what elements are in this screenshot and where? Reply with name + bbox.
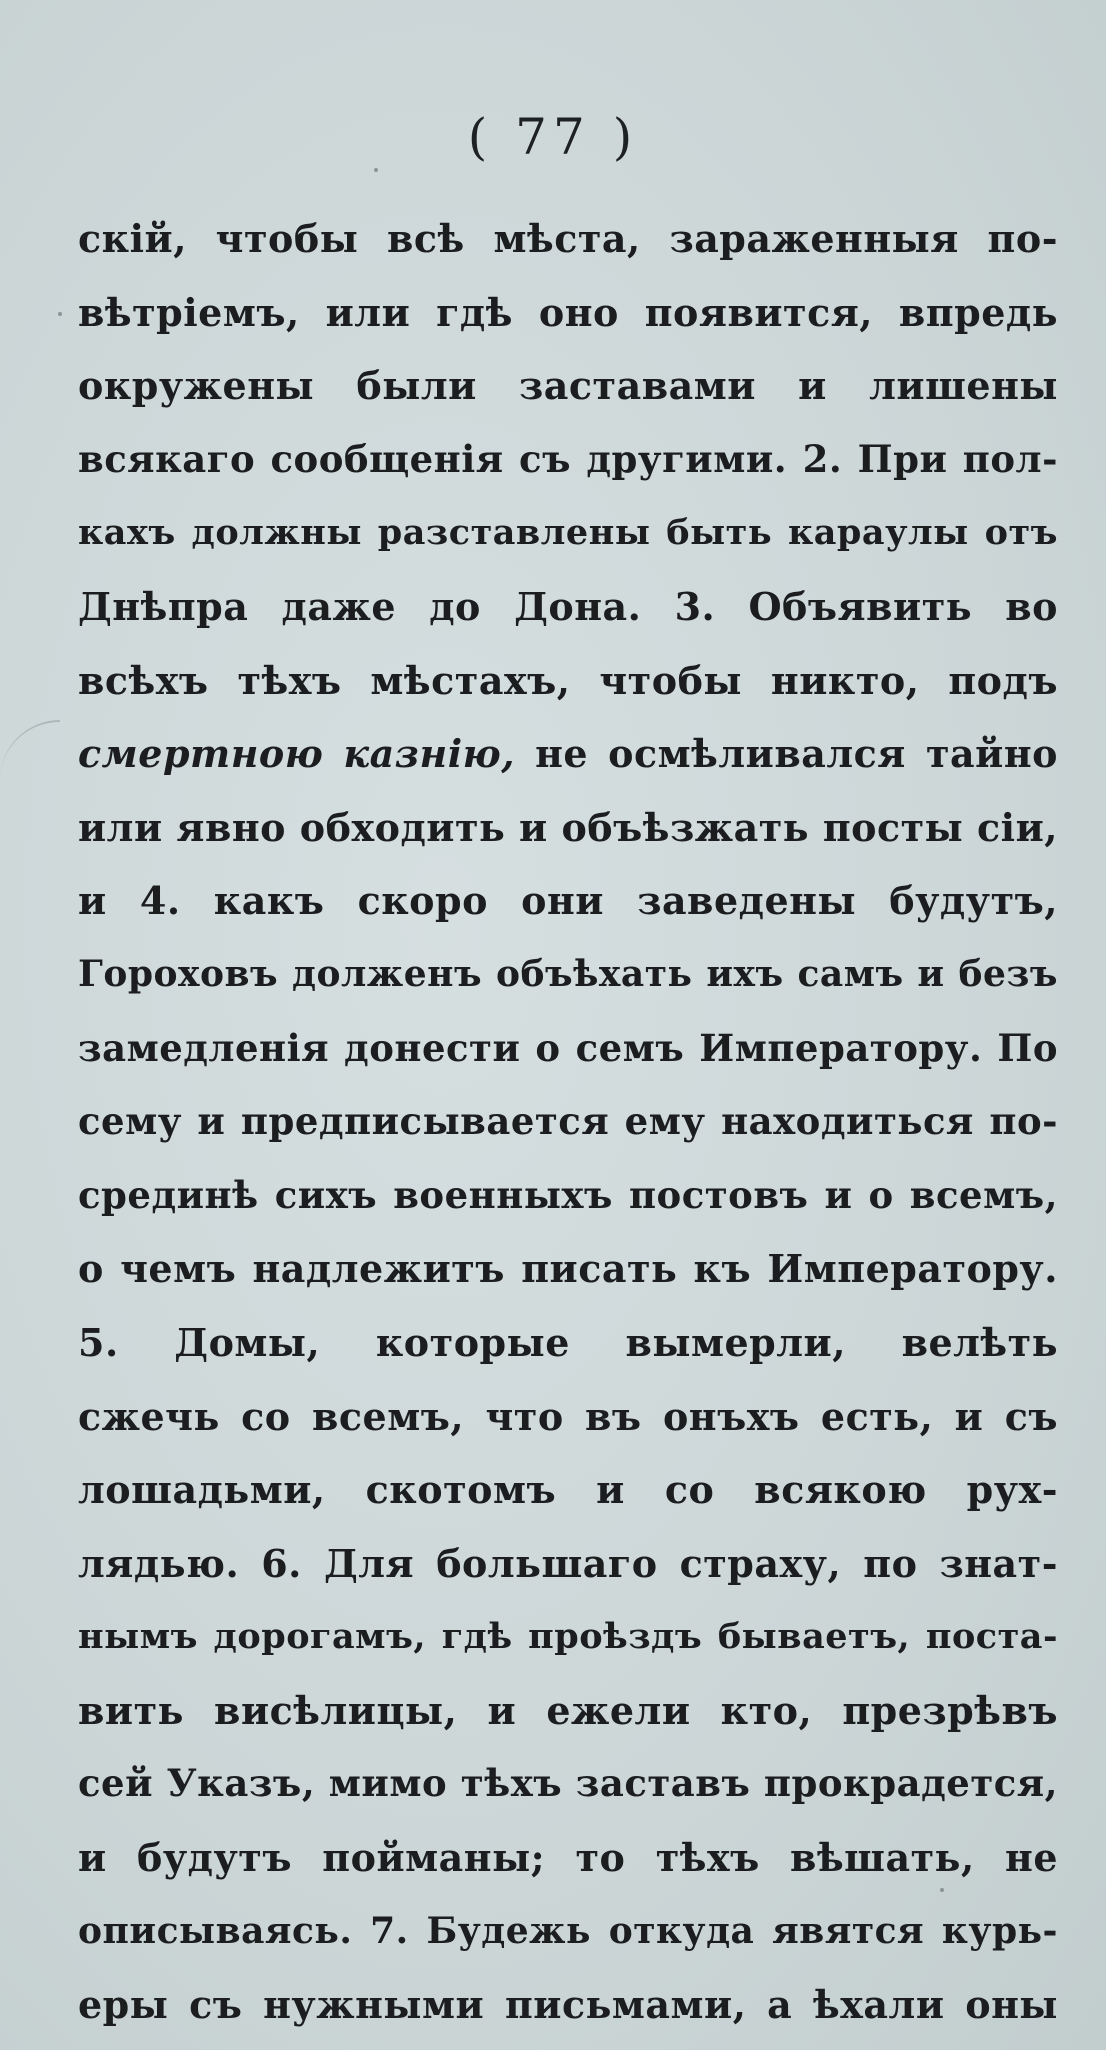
- body-text: [78, 202, 1058, 2042]
- text-line: сжечь со всемъ, что въ онъхъ есть, и съ: [78, 1393, 1058, 1439]
- text-line: 5. Домы, которые вымерли, велѣть: [78, 1319, 1058, 1365]
- text-line: Днѣпра даже до Дона. 3. Объявить во: [78, 583, 1058, 629]
- text-line: или явно обходить и объѣзжать посты сіи,: [78, 804, 1058, 850]
- text-line: сей Указъ, мимо тѣхъ заставъ прокрадется,: [78, 1761, 1058, 1806]
- text-line-with-italic: [78, 717, 1058, 791]
- italic-phrase: смертною казнію,: [78, 731, 515, 777]
- text-line: описываясь. 7. Будежь откуда явятся курь-: [78, 1909, 1058, 1952]
- text-line: окружены были заставами и лишены: [78, 363, 1058, 409]
- text-line: кахъ должны разставлены быть караулы отъ: [78, 512, 1058, 554]
- text-line: и 4. какъ скоро они заведены будутъ,: [78, 878, 1058, 924]
- ink-speck: [374, 168, 378, 172]
- page-number: ( 77 ): [467, 108, 639, 166]
- text-line: еры съ нужными письмами, а ѣхали оны: [78, 1982, 1058, 2028]
- text-line: всякаго сообщенія съ другими. 2. При пол-: [78, 436, 1058, 481]
- text-line-rest: не осмѣливался тайно: [535, 731, 1058, 777]
- text-line: и будутъ пойманы; то тѣхъ вѣшать, не: [78, 1835, 1058, 1881]
- text-line: сему и предписывается ему находиться по-: [78, 1099, 1058, 1144]
- text-line: всѣхъ тѣхъ мѣстахъ, чтобы никто, подъ: [78, 657, 1058, 703]
- text-line: Гороховъ долженъ объѣхать ихъ самъ и безъ: [78, 952, 1058, 995]
- ink-speck: [58, 312, 62, 316]
- text-line: скій, чтобы всѣ мѣста, зараженныя по-: [78, 216, 1058, 261]
- text-line: лошадьми, скотомъ и со всякою рух-: [78, 1467, 1058, 1513]
- text-line: о чемъ надлежитъ писать къ Императору.: [78, 1246, 1058, 1292]
- text-line: срединѣ сихъ военныхъ постовъ и о всемъ,: [78, 1172, 1058, 1217]
- text-line: лядью. 6. Для большаго страху, по знат-: [78, 1540, 1058, 1586]
- page-edge-mark: [0, 720, 60, 782]
- text-line: вить висѣлицы, и ежели кто, презрѣвъ: [78, 1687, 1058, 1733]
- text-line: нымъ дорогамъ, гдѣ проѣздъ бываетъ, поста-: [78, 1616, 1058, 1658]
- text-line: вѣтріемъ, или гдѣ оно появится, впредь: [78, 289, 1058, 335]
- text-line: замедленія донести о семъ Императору. По: [78, 1025, 1058, 1070]
